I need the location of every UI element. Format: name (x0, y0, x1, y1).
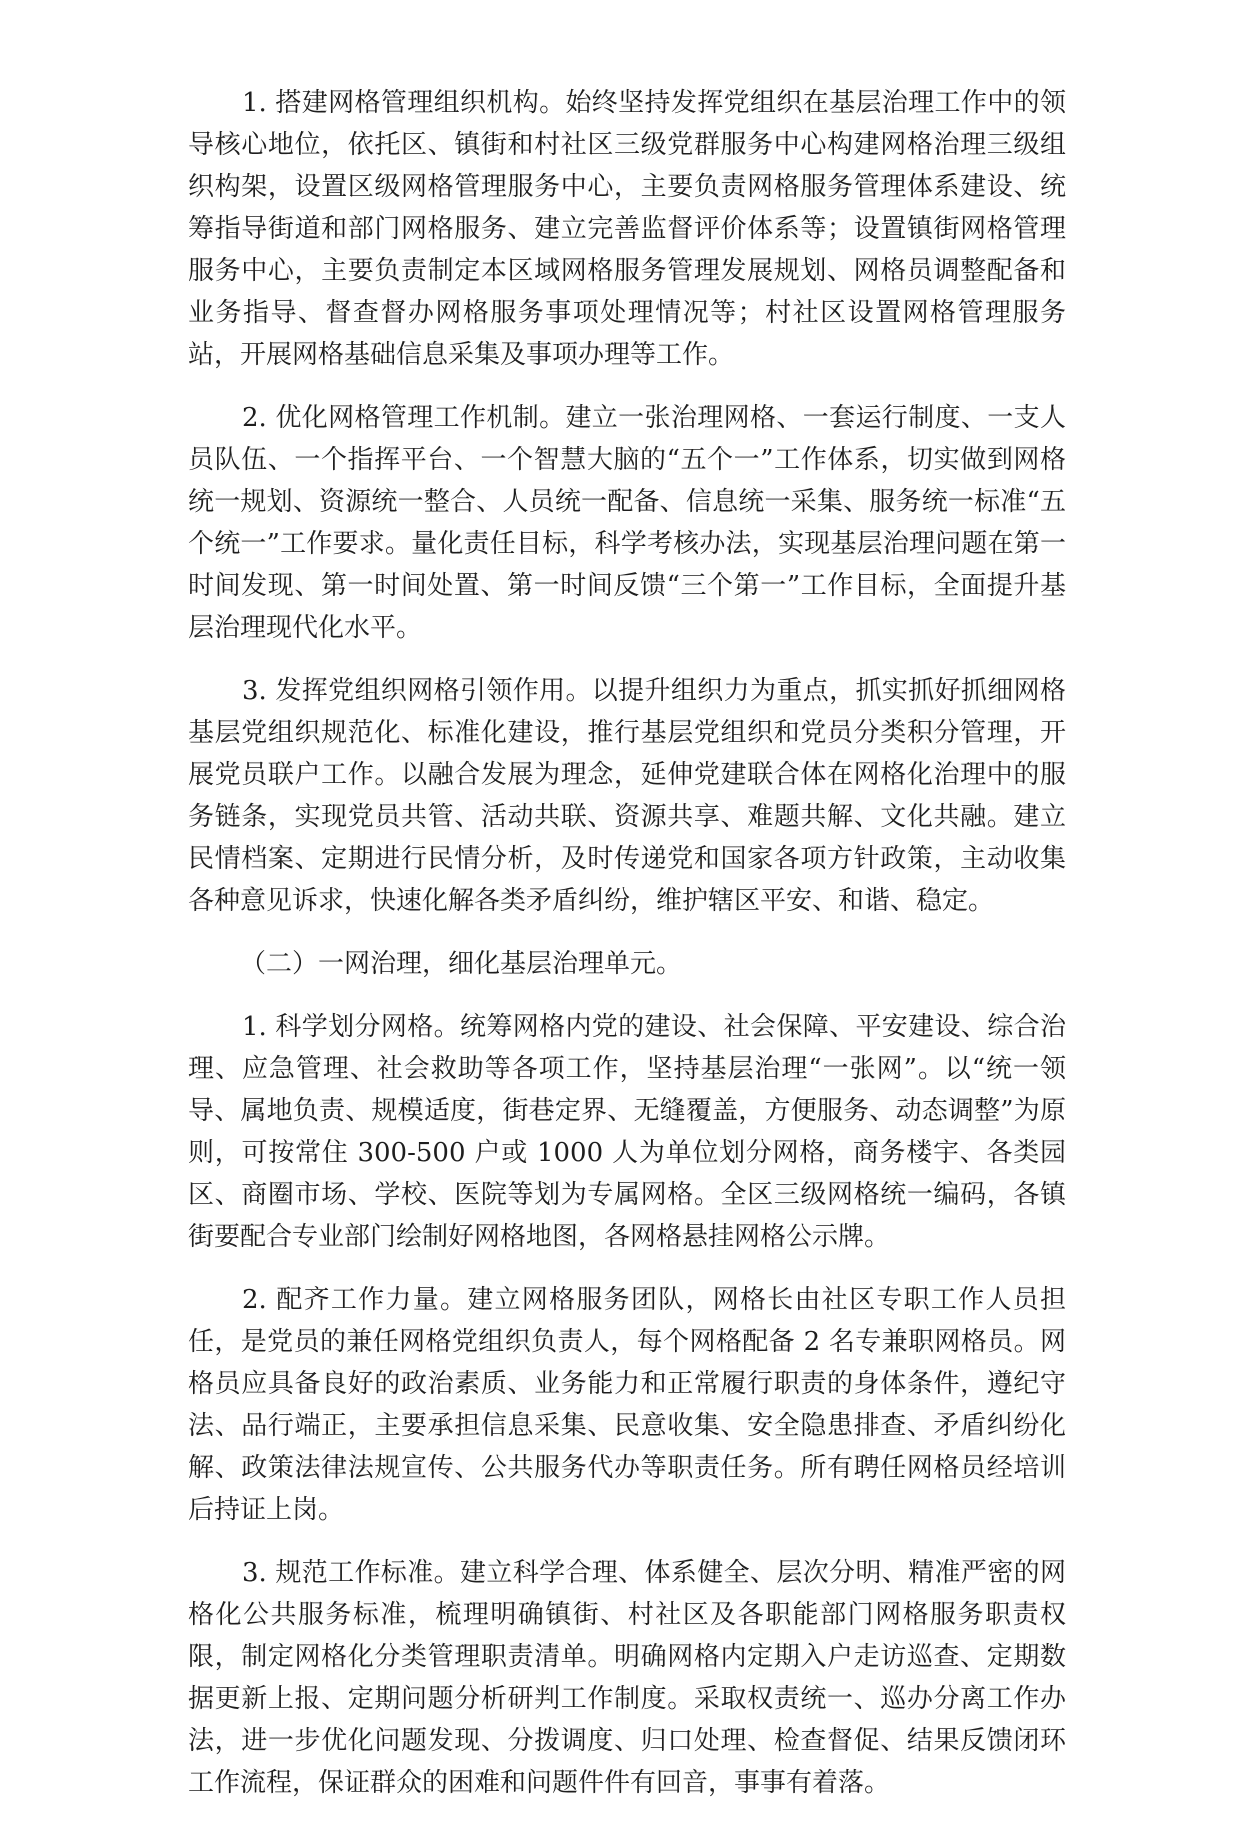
paragraph-org-structure: 1. 搭建网格管理组织机构。始终坚持发挥党组织在基层治理工作中的领导核心地位，依托区、镇街和村社区三级党群服务中心构建网格治理三级组织构架，设置区级网格管理服务中心，主要负责网格服务管理体系建设、统筹指导街道和部门网格服务、建立完善监督评价体系等；设置镇街网格管理服务中心，主要负责制定本区域网格服务管理发展规划、网格员调整配备和业务指导、督查督办网格服务事项处理情况等；村社区设置网格管理服务站，开展网格基础信息采集及事项办理等工作。 (188, 88, 1066, 370)
paragraph-divide-grids: 1. 科学划分网格。统筹网格内党的建设、社会保障、平安建设、综合治理、应急管理、社会救助等各项工作，坚持基层治理“一张网”。以“统一领导、属地负责、规模适度，街巷定界、无缝覆盖，方便服务、动态调整”为原则，可按常住 300-500 户或 1000 人为单位划分网格，商务楼宇、各类园区、商圈市场、学校、医院等划为专属网格。全区三级网格统一编码，各镇街要配合专业部门绘制好网格地图，各网格悬挂网格公示牌。 (188, 1012, 1066, 1252)
paragraph-staffing: 2. 配齐工作力量。建立网格服务团队，网格长由社区专职工作人员担任，是党员的兼任网格党组织负责人，每个网格配备 2 名专兼职网格员。网格员应具备良好的政治素质、业务能力和正常履行职责的身体条件，遵纪守法、品行端正，主要承担信息采集、民意收集、安全隐患排查、矛盾纠纷化解、政策法律法规宣传、公共服务代办等职责任务。所有聘任网格员经培训后持证上岗。 (188, 1285, 1066, 1525)
paragraph-work-mechanism: 2. 优化网格管理工作机制。建立一张治理网格、一套运行制度、一支人员队伍、一个指挥平台、一个智慧大脑的“五个一”工作体系，切实做到网格统一规划、资源统一整合、人员统一配备、信息统一采集、服务统一标准“五个统一”工作要求。量化责任目标，科学考核办法，实现基层治理问题在第一时间发现、第一时间处置、第一时间反馈“三个第一”工作目标，全面提升基层治理现代化水平。 (188, 403, 1066, 643)
section-heading: （二）一网治理，细化基层治理单元。 (240, 949, 683, 979)
document-page (188, 82, 1066, 1825)
paragraph-standards: 3. 规范工作标准。建立科学合理、体系健全、层次分明、精准严密的网格化公共服务标准，梳理明确镇街、村社区及各职能部门网格服务职责权限，制定网格化分类管理职责清单。明确网格内定期入户走访巡查、定期数据更新上报、定期问题分析研判工作制度。采取权责统一、巡办分离工作办法，进一步优化问题发现、分拨调度、归口处理、检查督促、结果反馈闭环工作流程，保证群众的困难和问题件件有回音，事事有着落。 (188, 1558, 1066, 1798)
paragraph-party-leadership: 3. 发挥党组织网格引领作用。以提升组织力为重点，抓实抓好抓细网格基层党组织规范化、标准化建设，推行基层党组织和党员分类积分管理，开展党员联户工作。以融合发展为理念，延伸党建联合体在网格化治理中的服务链条，实现党员共管、活动共联、资源共享、难题共解、文化共融。建立民情档案、定期进行民情分析，及时传递党和国家各项方针政策，主动收集各种意见诉求，快速化解各类矛盾纠纷，维护辖区平安、和谐、稳定。 (188, 676, 1066, 916)
